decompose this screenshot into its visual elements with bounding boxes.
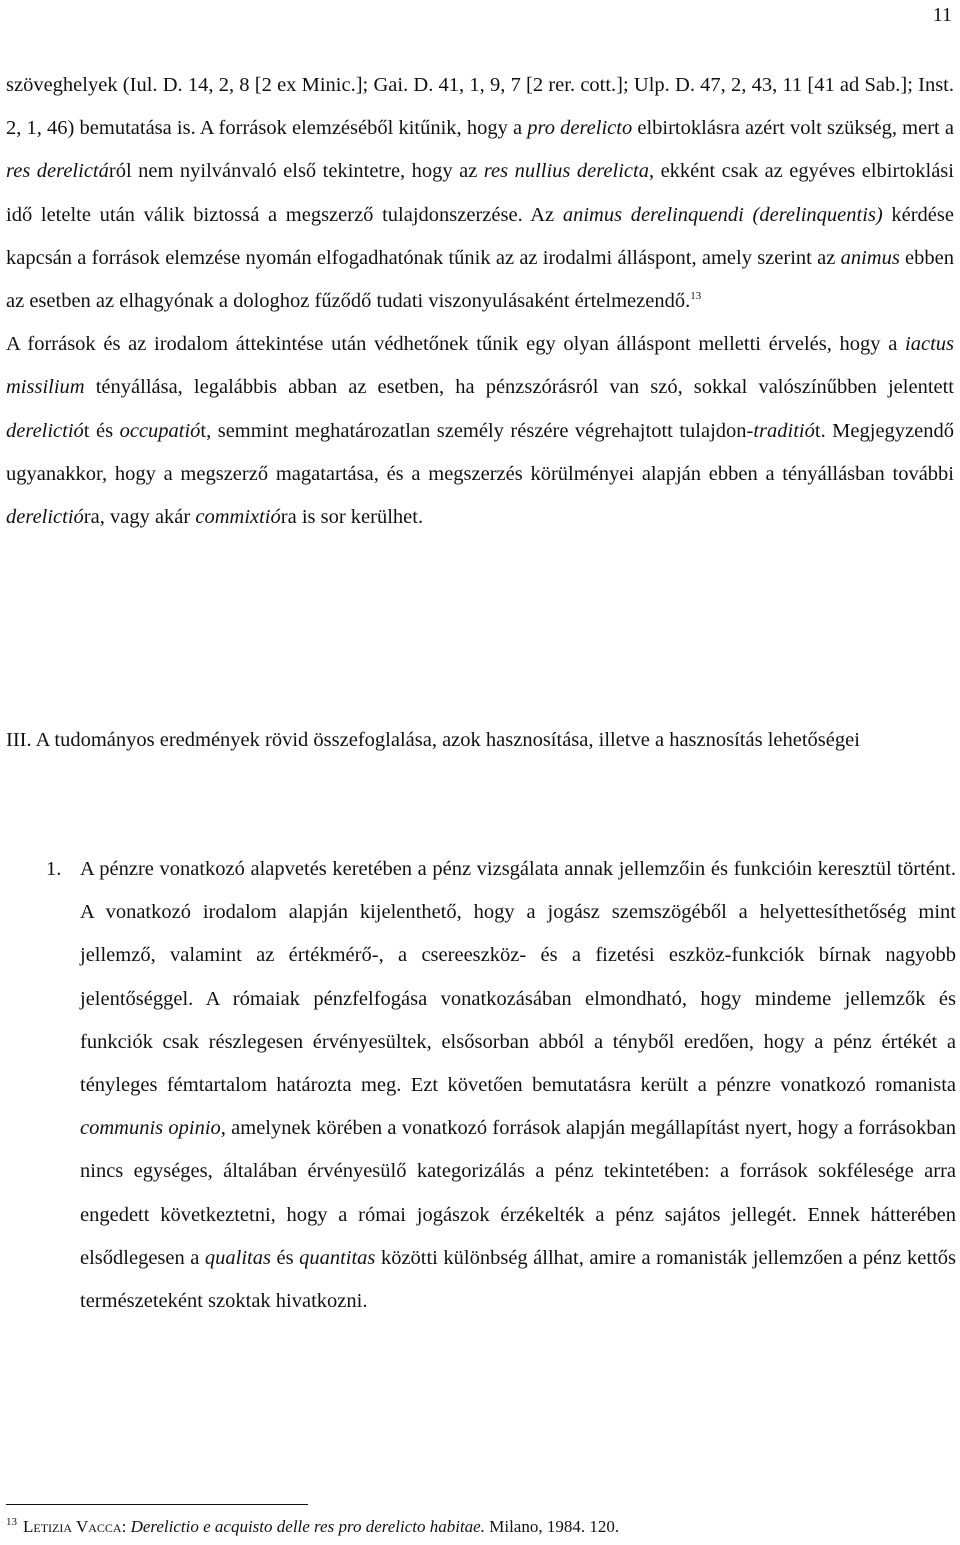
italic-term: res nullius derelicta <box>483 160 649 183</box>
paragraph-iactus-missilium <box>6 323 954 539</box>
text-run: ra, vagy akár <box>83 506 196 529</box>
italic-term: animus <box>840 246 900 269</box>
page-number: 11 <box>932 4 952 26</box>
text-run: t és <box>83 419 120 442</box>
body-text <box>6 64 954 539</box>
text-run: közötti különbség állhat, amire a romanisták jellemzően a pénz kettős természeteként szoktak hivatkozni. <box>80 1246 957 1313</box>
text-run: , ekként csak az egyéves elbirtoklási idő letelte után válik biztossá a megszerző tulajdonszerzése. Az <box>6 160 954 226</box>
text-run: ebben az esetben az elhagyónak a dologhoz fűződő tudati viszonyulásaként értelmezendő. <box>6 246 954 313</box>
italic-term: pro derelicto <box>527 117 633 140</box>
text-run: , amelynek körében a vonatkozó források alapján megállapítást nyert, hogy a forrásokban nincs egységes, általában érvényesülő kategorizálás a pénz tekintetében: a források sokfélesége arra engedett következtetni, hogy a római jogászok érzékelték a pénz sajátos jellegét. Ennek hátterében elsődlegesen a <box>80 1117 956 1269</box>
text-run: t, semmint meghatározatlan személy részére végrehajtott tulajdon- <box>200 419 754 442</box>
italic-term: derelictió <box>6 506 84 529</box>
text-run: kérdése kapcsán a források elemzése nyomán elfogadhatónak tűnik az az irodalmi álláspont, amely szerint az <box>6 203 954 269</box>
footnote-author: Letizia Vacca <box>23 1517 122 1536</box>
italic-term: traditió <box>753 419 815 442</box>
italic-term: animus derelinquendi (derelinquentis) <box>562 203 883 226</box>
text-run: Milano, 1984. 120. <box>484 1517 620 1536</box>
footnote-number: 13 <box>6 1516 17 1529</box>
italic-term: iactus missilium <box>6 333 954 399</box>
footnote <box>6 1516 619 1538</box>
list-item <box>6 848 956 1323</box>
text-run: elbirtoklásra azért volt szükség, mert a <box>632 117 954 140</box>
paragraph-derelictio <box>6 64 954 323</box>
italic-term: res derelictá <box>6 160 109 183</box>
list-item-number: 1. <box>46 858 62 880</box>
italic-term: communis opinio <box>80 1117 221 1140</box>
text-run: A források és az irodalom áttekintése után védhetőnek tűnik egy olyan álláspont melletti érvelés, hogy a <box>6 333 906 356</box>
text-run: tényállása, legalábbis abban az esetben, ha pénzszórásról van szó, sokkal valószínűbben jelentett <box>84 376 954 399</box>
italic-term: qualitas <box>204 1246 271 1269</box>
italic-term: quantitas <box>299 1246 376 1269</box>
text-run: : <box>121 1517 131 1536</box>
text-run: szöveghelyek (Iul. D. 14, 2, 8 [2 ex Minic.]; Gai. D. 41, 1, 9, 7 [2 rer. cott.]; Ulp. D. 47, 2, 43, 11 [41 ad Sab.]; Inst. 2, 1, 46) bemutatása is. A források elemzéséből kitűnik, hogy a <box>6 74 954 140</box>
footnote-divider <box>6 1504 308 1505</box>
text-run: t. Megjegyzendő ugyanakkor, hogy a megszerző magatartása, és a megszerzés körülményei alapján ebben a tényállásban további <box>6 419 955 485</box>
footnote-title: Derelictio e acquisto delle res pro derelicto habitae. <box>130 1517 485 1536</box>
italic-term: derelictió <box>6 419 84 442</box>
text-run: A pénzre vonatkozó alapvetés keretében a pénz vizsgálata annak jellemzőin és funkcióin keresztül történt. A vonatkozó irodalom alapján kijelenthető, hogy a jogász szemszögéből a helyettesíthetőség mint jellemző, valamint az értékmérő-, a csereeszköz- és a fizetési eszköz-funkciók bírnak nagyobb jelentőséggel. A rómaiak pénzfelfogása vonatkozásában elmondható, hogy mindeme jellemzők és funkciók csak részlegesen érvényesültek, elsősorban abból a tényből eredően, hogy a pénz értékét a tényleges fémtartalom határozta meg. Ezt követően bemutatásra került a pénzre vonatkozó romanista <box>80 858 956 1097</box>
italic-term: commixtió <box>195 506 281 529</box>
footnote-reference[interactable]: 13 <box>690 290 702 303</box>
italic-term: occupatió <box>119 419 201 442</box>
text-run: ról nem nyilvánvaló első tekintetre, hogy az <box>108 160 484 183</box>
text-run: ra is sor kerülhet. <box>280 506 424 529</box>
text-run: és <box>270 1246 300 1269</box>
section-heading: III. A tudományos eredmények rövid összefoglalása, azok hasznosítása, illetve a hasznosítás lehetőségei <box>6 729 860 751</box>
